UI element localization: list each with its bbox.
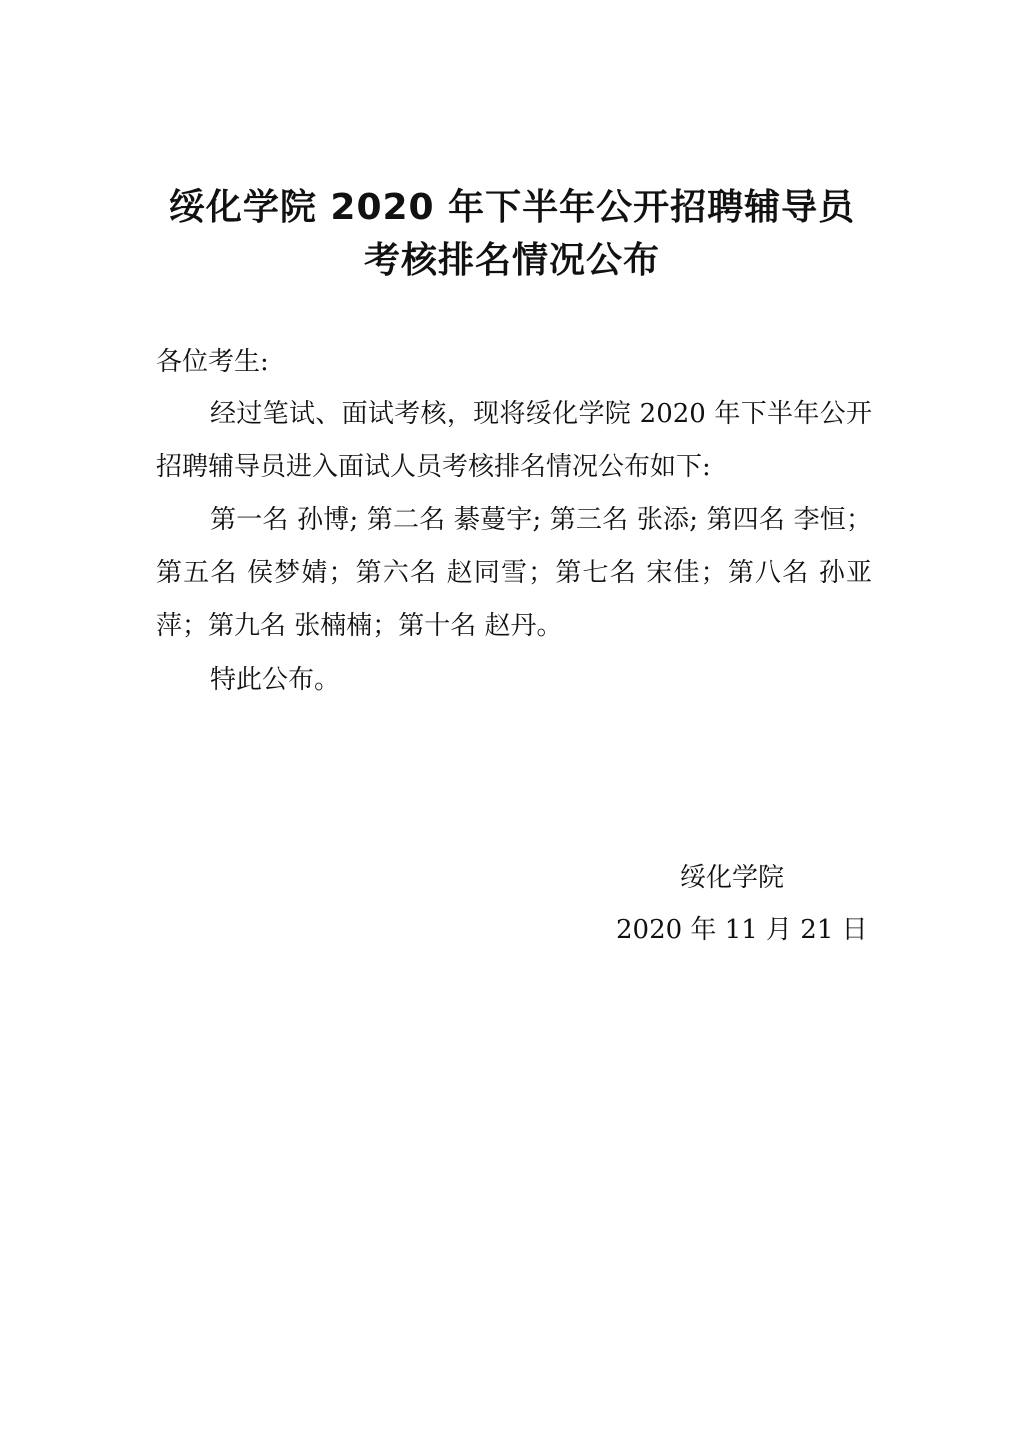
signature-organization: 绥化学院 — [680, 863, 785, 893]
signature-date: 2020 年 11 月 21 日 — [616, 915, 868, 945]
document-title-line-1: 绥化学院 2020 年下半年公开招聘辅导员 — [168, 187, 856, 228]
paragraph-ranking-list: 第一名 孙博; 第二名 綦蔓宇; 第三名 张添; 第四名 李恒；第五名 侯梦婧；第六名 赵同雪；第七名 宋佳；第八名 孙亚萍；第九名 张楠楠；第十名 赵丹。 — [156, 505, 872, 641]
document-title-line-2: 考核排名情况公布 — [363, 240, 660, 281]
paragraph-intro: 经过笔试、面试考核，现将绥化学院 2020 年下半年公开招聘辅导员进入面试人员考核排名情况公布如下: — [156, 399, 872, 482]
salutation: 各位考生: — [156, 347, 269, 377]
paragraph-closing: 特此公布。 — [210, 665, 341, 695]
